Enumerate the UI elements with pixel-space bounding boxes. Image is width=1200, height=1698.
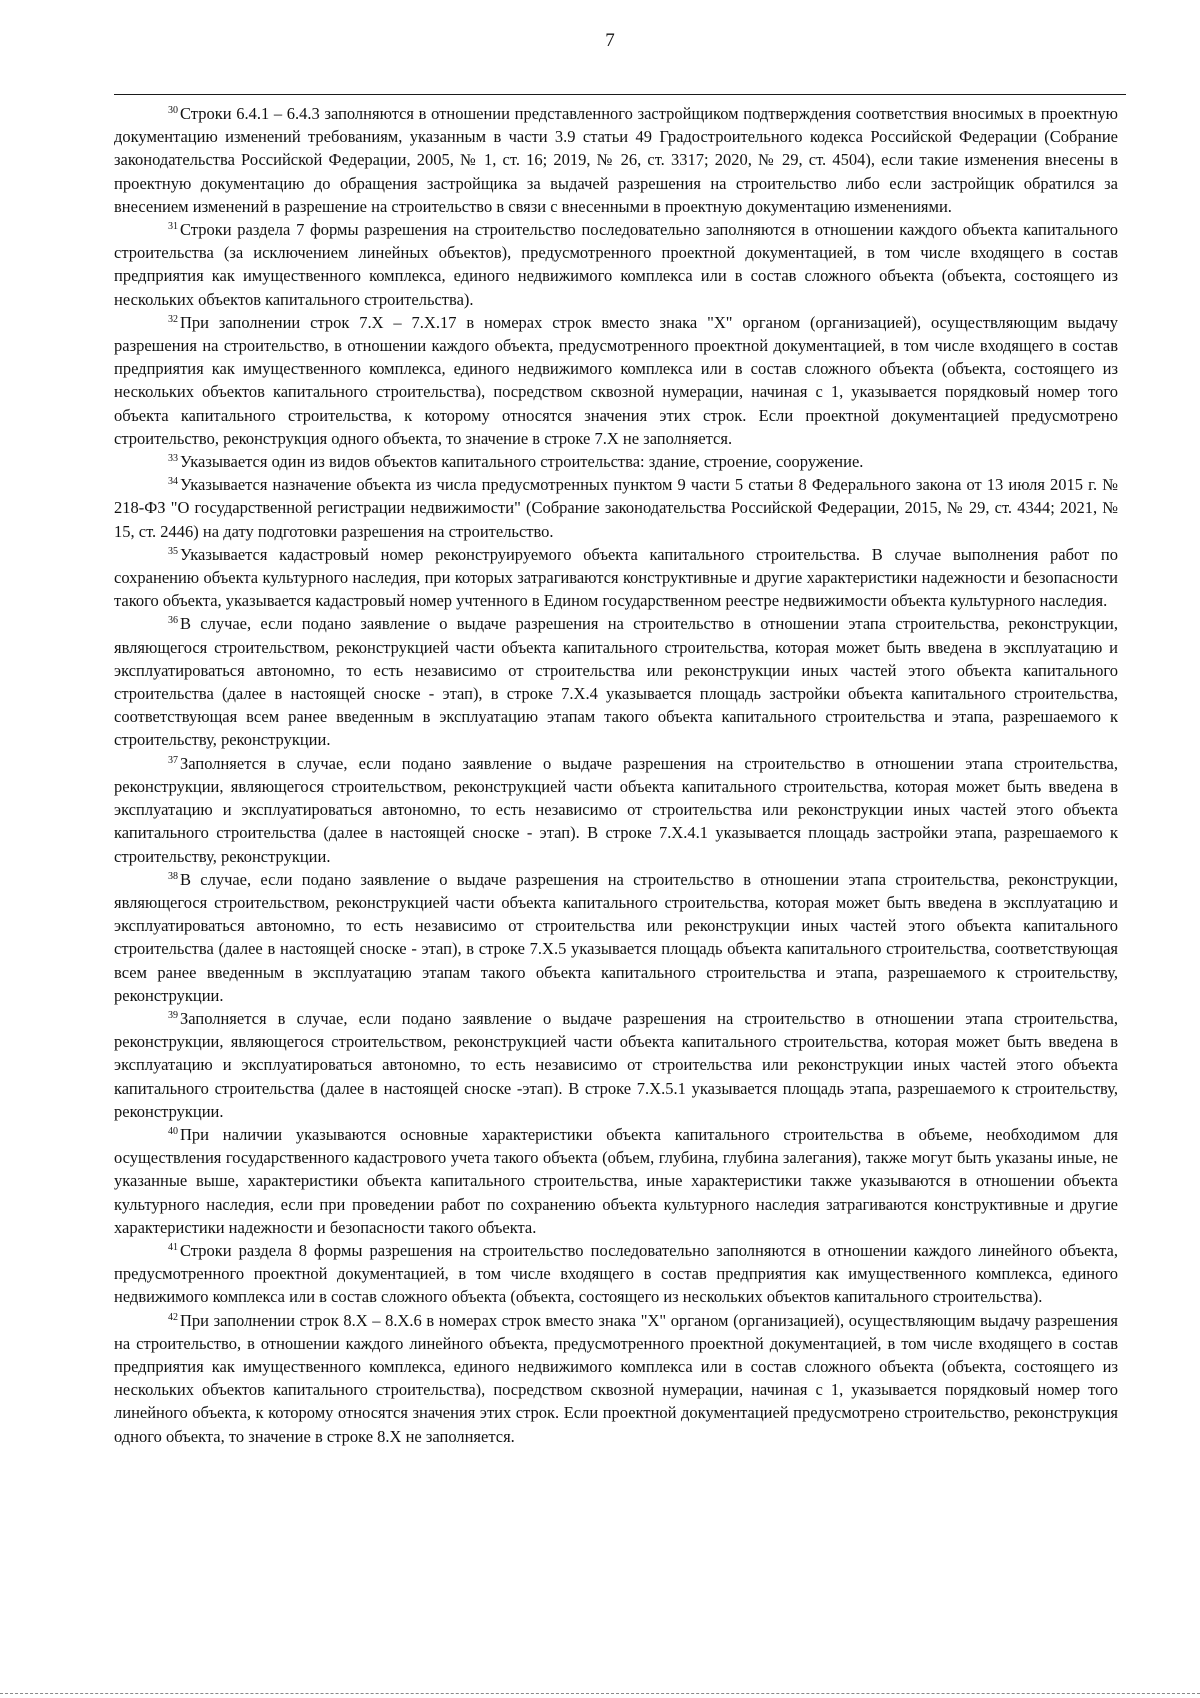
footnote-34 — [114, 473, 1118, 543]
footnote-number: 30 — [168, 105, 178, 116]
footnote-text: Указывается назначение объекта из числа предусмотренных пунктом 9 части 5 статьи 8 Федерального закона от 13 июля 2015 г. № 218-ФЗ "О государственной регистрации недвижимости" (Собрание законодательства Российской Федерации, 2015, № 29, ст. 4344; 2021, № 15, ст. 2446) на дату подготовки разрешения на строительство. — [114, 475, 1118, 541]
footnote-number: 38 — [168, 870, 178, 882]
footnote-text: Строки 6.4.1 – 6.4.3 заполняются в отношении представленного застройщиком подтверждения соответствия вносимых в проектную документацию изменений требованиям, указанным в части 3.9 статьи 49 Градостроительного кодекса Российской Федерации (Собрание законодательства Российской Федерации, 2005, № 1, ст. 16; 2019, № 26, ст. 3317; 2020, № 29, ст. 4504), если такие изменения внесены в проектную документацию до обращения застройщика за выдачей разрешения на строительство либо если застройщик обратился за внесением изменений в разрешение на строительство в связи с внесенными в проектную документацию изменениями. — [114, 104, 1118, 216]
footnote-number: 35 — [168, 545, 178, 557]
footnote-text: Заполняется в случае, если подано заявление о выдаче разрешения на строительство в отношении этапа строительства, реконструкции, являющегося строительством, реконструкцией части объекта капитального строительства, которая может быть введена в эксплуатацию и эксплуатироваться автономно, то есть независимо от строительства или реконструкции иных частей этого объекта капитального строительства (далее в настоящей сноске -этап). В строке 7.Х.5.1 указывается площадь этапа, разрешаемого к строительству, реконструкции. — [114, 1008, 1118, 1121]
footnote-text: При заполнении строк 8.Х – 8.Х.6 в номерах строк вместо знака "Х" органом (организацией), осуществляющим выдачу разрешения на строительство, в отношении каждого линейного объекта, предусмотренного проектной документацией, в том числе входящего в состав предприятия как имущественного комплекса, единого недвижимого комплекса или в состав сложного объекта (объекта, состоящего из нескольких объектов капитального строительства), посредством сквозной нумерации, начиная с 1, указывается порядковый номер того линейного объекта, к которому относятся значения этих строк. Если проектной документацией предусмотрено строительство, реконструкция одного объекта, то значение в строке 8.Х не заполняется. — [114, 1310, 1118, 1446]
footnote-31 — [114, 218, 1118, 311]
footnote-39 — [114, 1007, 1118, 1123]
footnote-37 — [114, 752, 1118, 868]
footnote-text: В случае, если подано заявление о выдаче разрешения на строительство в отношении этапа строительства, реконструкции, являющегося строительством, реконструкцией части объекта капитального строительства, которая может быть введена в эксплуатацию и эксплуатироваться автономно, то есть независимо от строительства или реконструкции иных частей этого объекта капитального строительства (далее в настоящей сноске - этап), в строке 7.Х.5 указывается площадь объекта капитального строительства, соответствующая всем ранее введенным в эксплуатацию этапам такого объекта капитального строительства и этапа, разрешаемого к строительству, реконструкции. — [114, 869, 1118, 1005]
footnote-30 — [114, 102, 1118, 218]
footnote-text: Строки раздела 8 формы разрешения на строительство последовательно заполняются в отношении каждого линейного объекта, предусмотренного проектной документацией, в том числе входящего в состав предприятия как имущественного комплекса, единого недвижимого комплекса или в состав сложного объекта (объекта, состоящего из нескольких объектов капитального строительства). — [114, 1240, 1118, 1307]
footnote-text: При заполнении строк 7.Х – 7.Х.17 в номерах строк вместо знака "Х" органом (организацией), осуществляющим выдачу разрешения на строительство, в отношении каждого объекта, предусмотренного проектной документацией, в том числе входящего в состав предприятия как имущественного комплекса, единого недвижимого комплекса или в состав сложного объекта (объекта, состоящего из нескольких объектов капитального строительства), посредством сквозной нумерации, начиная с 1, указывается порядковый номер того объекта капитального строительства, к которому относятся значения этих строк. Если проектной документацией предусмотрено строительство, реконструкция одного объекта, то значение в строке 7.Х не заполняется. — [114, 312, 1118, 448]
footnote-40 — [114, 1123, 1118, 1239]
page-number: 7 — [605, 30, 615, 51]
footnote-number: 37 — [168, 754, 178, 766]
footnote-separator — [114, 94, 1126, 95]
footnote-38 — [114, 868, 1118, 1007]
footnote-number: 32 — [168, 313, 178, 325]
footnote-33 — [114, 450, 1118, 473]
footnote-text: При наличии указываются основные характеристики объекта капитального строительства в объеме, необходимом для осуществления государственного кадастрового учета такого объекта (объем, глубина, глубина залегания), также могут быть указаны иные, не указанные выше, характеристики объекта капитального строительства, иные характеристики также указываются в отношении объекта культурного наследия, если при проведении работ по сохранению объекта культурного наследия затрагиваются конструктивные и другие характеристики надежности и безопасности такого объекта. — [114, 1124, 1118, 1237]
footnote-text: Указывается один из видов объектов капитального строительства: здание, строение, сооружение. — [180, 452, 864, 472]
footnote-number: 31 — [168, 221, 178, 233]
footnote-35 — [114, 543, 1118, 613]
footnote-number: 39 — [168, 1009, 178, 1021]
footnote-number: 40 — [168, 1125, 178, 1137]
footnote-number: 33 — [168, 453, 178, 465]
footnote-text: Заполняется в случае, если подано заявление о выдаче разрешения на строительство в отношении этапа строительства, реконструкции, являющегося строительством, реконструкцией части объекта капитального строительства, которая может быть введена в эксплуатацию и эксплуатироваться автономно, то есть независимо от строительства или реконструкции иных частей этого объекта капитального строительства (далее в настоящей сноске - этап). В строке 7.Х.4.1 указывается площадь застройки этапа, разрешаемого к строительству, реконструкции. — [114, 753, 1118, 866]
footnote-41 — [114, 1239, 1118, 1309]
footnote-text: В случае, если подано заявление о выдаче разрешения на строительство в отношении этапа строительства, реконструкции, являющегося строительством, реконструкцией части объекта капитального строительства, которая может быть введена в эксплуатацию и эксплуатироваться автономно, то есть независимо от строительства или реконструкции иных частей этого объекта капитального строительства (далее в настоящей сноске - этап), в строке 7.Х.4 указывается площадь застройки объекта капитального строительства, соответствующая всем ранее введенным в эксплуатацию этапам такого объекта капитального строительства и этапа, разрешаемого к строительству, реконструкции. — [114, 614, 1118, 750]
footnote-36 — [114, 612, 1118, 751]
footnote-text: Строки раздела 7 формы разрешения на строительство последовательно заполняются в отношении каждого объекта капитального строительства (за исключением линейных объектов), предусмотренного проектной документацией, в том числе входящего в состав предприятия как имущественного комплекса, единого недвижимого комплекса или в состав сложного объекта (объекта, состоящего из нескольких объектов капитального строительства). — [114, 220, 1118, 309]
footnote-number: 41 — [168, 1241, 178, 1253]
footnote-number: 36 — [168, 615, 178, 627]
footnote-text: Указывается кадастровый номер реконструируемого объекта капитального строительства. В случае выполнения работ по сохранению объекта культурного наследия, при которых затрагиваются конструктивные и другие характеристики надежности и безопасности такого объекта, указывается кадастровый номер учтенного в Едином государственном реестре недвижимости объекта культурного наследия. — [114, 544, 1118, 611]
scan-bottom-edge — [0, 1693, 1200, 1694]
footnotes-list — [114, 102, 1118, 1448]
footnote-number: 42 — [168, 1311, 178, 1323]
footnote-number: 34 — [168, 476, 178, 488]
footnote-32 — [114, 311, 1118, 450]
footnote-42 — [114, 1309, 1118, 1448]
